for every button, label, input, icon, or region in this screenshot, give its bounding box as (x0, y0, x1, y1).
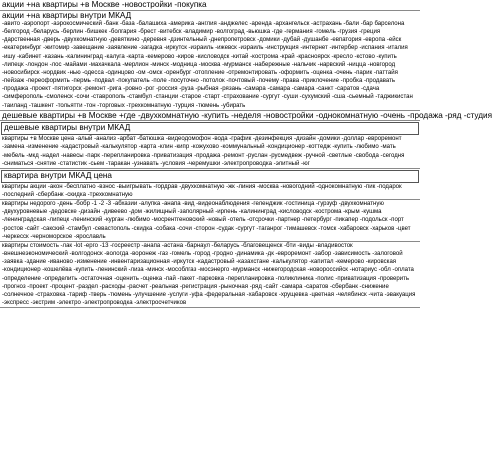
query-header[interactable]: акции +на квартиры +в Москве -новостройки -покупка (2, 0, 207, 9)
query-block (0, 110, 492, 122)
minus-words-text: квартиры акции -акон -бесплатно -взнос -выигрывать -гордрав -двухкомнатную -жк -линия -москва -новогодний -однокомнатную -пик -подарок -последний -сбербанк -скидка -трехкомнатную (2, 183, 402, 198)
query-header[interactable]: дешевые квартиры +в Москве +где -двухкомнатную -купить -неделя -новостройки -однокомнатную -очень -продажа -ряд -студия (2, 110, 492, 120)
query-header[interactable]: акции +на квартиры внутри МКАД (2, 10, 132, 20)
query-block (0, 200, 420, 242)
query-header[interactable]: дешевые квартиры внутри МКАД (1, 122, 419, 135)
query-header[interactable]: квартира внутри МКАД цена (1, 170, 419, 183)
minus-words-text: квартиры недорого -день -бобр -1 -2 -3 -абхазии -алупка -анапа -вид -видеонаблюдения -геленджик -гостиница -гурзуф -двухкомнатную -двухуровневые -дедовске -дизайн -дивеево -дом -жилищный -заполярный -ирпень -калининград -кисловодск -кострома -крым -кушма -ленинградская -липецк -ленинский -курган -любимо -мосрентгеновский -новый -отель -отсрочки -партнер -петербург -пикапер -подольск -порт -ростов -сайт -сакский -стамбул -севастополь -скидка -собака -сочи -сторон -судак -сургут -таганрог -тимашевск -томск -хабаровск -харьков -цвет -черкесск -черноморское -ярославль (2, 201, 411, 240)
query-block (0, 170, 420, 200)
query-block (0, 0, 420, 11)
minus-words-text: -авито -аэропорт -аэрокосмический -банк -база -балашиха -америка -англия -анджелес -аренда -архангельск -астрахань -бали -бар барселона -белгород -беларусь -берлин -бишкек -болгария -брест -витебск -владимир -волгоград -вьюшка -где -германия -гомель -грузия -греция -дарственная -дверь -двухкомнатную -девяткино -деревня -дзинтельный -днепропетровск -домики -дубай -душанбе -евпатория -европа -ейск -екатеринбург -житомир -завещание -заявление -загадка -иркутск -израиль -ижевск -израиль -инструкция -интернет -интербер -испания -италия -ишу -кабинет -казань -калининград -калуга -карта -кемерово -киров -кисловодск -китай -кострома -край -красноярск -кресло -кстово -купить -липецк -лондон -лос -майами -махачкала -мерлион -минск -модница -москва -мурманск -набережные -нальчик -нарвский -ницца -новгород -новосибирск -нордвик -нью -одесса -одинцово -ом -омск -оренбург -отопление -отремонтировать -оформить -оценка -очень -парик -паттайя -пейзаж -переоформить -пермь -подвал -покупатель -поле -посуточно -потолок -почтовый -почему -права -приклочение -пробка -продавать -продажа -проект -пятигорск -ремонт -рига -ровно -рог -россия -руза -рыбная -рязань -самара -самара -самара -санкт -саратов -сдача -симферополь -смоленск -сочи -ставрополь -стамбул -станции -старое -старт -страхование -сургут -суши -сухумский -сша -сьемный -таджикистан -таиланд -ташкент -тольятти -тон -торговых -трехкомнатную -турция -тюмень -убирать (2, 21, 413, 109)
minus-words-text: квартиры +в Москве цена -алый -анализ -арбат -батюшка -видеодомофон -вода -график -дезинфекция -дизайн -домики -доллар -евроремонт -замена -изменение -кадастровый -калькулятор -карта -клин -кипр -кожухово -коммунальный -кондиционер -коттедж -купить -любимо -мать -мебель -мкд -надел -навесы -парк -перепланировка -приватизация -продажа -ремонт -руслан -русмедвеж -ручной -светлые -свобода -сегодня -сниматься -снятие -статистик -сьем -таракан -узнавать -условия -черемушки -электропроводка -элитный -юг (2, 136, 405, 167)
minus-words-text: квартиры стоимость -лак -lot -ерго -13 -госреестр -анапа -астана -барнаул -беларусь -благовещенск -бти -виды -владивосток -внешнеэкономический -волгодонск -вологда -воронеж -газ -гомель -город -гродно -динамика -дк -евроремонт -забор -зависимость -залоговой -заявка -здание -иваново -изменение -инвентаризационная -иркутск -кадастровый -казахстане -калькулятор -капитал -кемерово -кировская -кондиционер -кошелёва -купить -ленинский -лиза -минск -мособлгаз -мосэнерго -мурманск -нижегородская -новороссийск -нотариус -обл -оплата -определение -определить -остаточная -оценить -оценка -пай -пакет -парковка -перепланировка -поликлиника -полис -приватизация -проверить -прогноз -проект -процент -раздел -расходы -расчет -реальная -регистрация -рыночная -ряд -сайт -самара -саратов -сбербанк -снижение -солнечное -страховка -тариф -тверь -тюмень -улучшение -услуги -уфа -федеральная -хабаровск -хрущевка -цветная -челябинск -чита -эвакуация -экспресс -экстрим -электро -электропроводка -электросчетчиков (2, 242, 416, 307)
query-block (0, 122, 420, 169)
query-block (0, 11, 420, 111)
query-block (0, 242, 420, 308)
